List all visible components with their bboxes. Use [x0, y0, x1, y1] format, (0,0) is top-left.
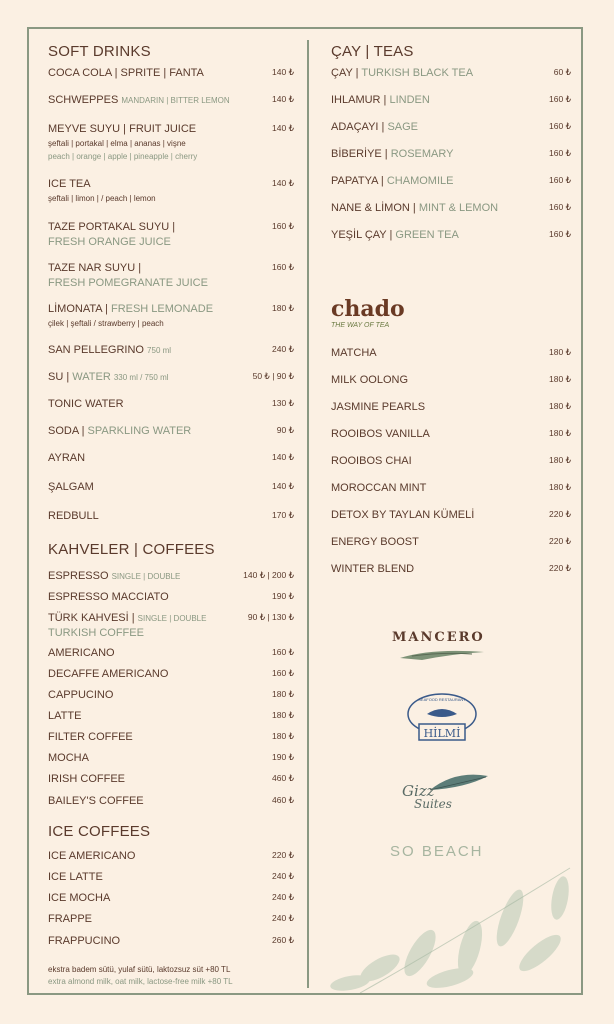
menu-item — [331, 120, 571, 135]
menu-item — [48, 751, 294, 766]
item-price: 220 ₺ — [549, 536, 571, 546]
item-price: 140 ₺ — [272, 481, 294, 491]
item-price: 180 ₺ — [549, 428, 571, 438]
item-name: ICE AMERICANO — [48, 850, 136, 862]
item-name-en: SAGE — [387, 121, 419, 133]
chado-tagline: THE WAY OF TEA — [331, 322, 390, 329]
menu-item — [331, 481, 571, 496]
item-name-en: WATER — [72, 371, 111, 383]
item-name: ADAÇAYI | — [331, 121, 385, 133]
menu-item — [48, 646, 294, 661]
menu-item — [48, 177, 294, 205]
item-name-en: FRESH ORANGE JUICE — [48, 236, 171, 248]
item-name: ÇAY | — [331, 67, 359, 79]
menu-item — [48, 794, 294, 809]
item-name-en: MINT & LEMON — [418, 202, 499, 214]
menu-item — [48, 934, 294, 949]
menu-item — [331, 373, 571, 388]
item-sub-tr: şeftali | portakal | elma | ananas | vişne — [48, 139, 186, 148]
leaves-decoration-icon — [320, 858, 582, 993]
menu-item — [48, 730, 294, 745]
item-price: 260 ₺ — [272, 935, 294, 945]
item-price: 190 ₺ — [272, 752, 294, 762]
menu-item — [331, 427, 571, 442]
menu-item — [331, 66, 571, 81]
item-price: 240 ₺ — [272, 892, 294, 902]
item-name-en: GREEN TEA — [395, 229, 459, 241]
item-name: ICE LATTE — [48, 871, 103, 883]
menu-item — [48, 122, 294, 163]
item-name: ŞALGAM — [48, 481, 94, 493]
item-name: ROOIBOS VANILLA — [331, 428, 430, 440]
item-name: BAILEY'S COFFEE — [48, 795, 144, 807]
item-price: 160 ₺ — [549, 175, 571, 185]
brush-stroke-icon — [392, 630, 502, 664]
item-name-en: FRESH LEMONADE — [110, 303, 214, 315]
menu-item — [331, 535, 571, 550]
item-name: REDBULL — [48, 510, 99, 522]
item-price: 140 ₺ — [272, 67, 294, 77]
item-price: 140 ₺ — [272, 452, 294, 462]
item-price: 90 ₺ | 130 ₺ — [247, 612, 294, 622]
item-name: ICE TEA — [48, 178, 91, 190]
item-name: ENERGY BOOST — [331, 536, 419, 548]
gizz-suites-logo — [400, 770, 490, 814]
hilmi-logo — [405, 692, 479, 742]
item-name: BİBERİYE | — [331, 148, 388, 160]
menu-item — [48, 220, 294, 250]
item-price: 220 ₺ — [272, 850, 294, 860]
item-price: 50 ₺ | 90 ₺ — [252, 371, 294, 381]
item-note: SINGLE | DOUBLE — [137, 614, 207, 623]
item-name: AMERICANO — [48, 647, 115, 659]
menu-item — [48, 343, 294, 358]
item-name: JASMINE PEARLS — [331, 401, 426, 413]
menu-item — [48, 261, 294, 291]
item-price: 140 ₺ — [272, 178, 294, 188]
item-price: 160 ₺ — [549, 148, 571, 158]
item-note: MANDARIN | BITTER LEMON — [121, 96, 230, 105]
item-price: 240 ₺ — [272, 344, 294, 354]
note-tr: ekstra badem sütü, yulaf sütü, laktozsuz süt +80 TL — [48, 965, 231, 974]
gizz-text: Gizz — [402, 782, 435, 800]
item-name: PAPATYA | — [331, 175, 384, 187]
item-name: SCHWEPPES — [48, 94, 119, 106]
menu-item — [48, 480, 294, 495]
item-price: 220 ₺ — [549, 563, 571, 573]
menu-item — [48, 688, 294, 703]
item-sub-en: peach | orange | apple | pineapple | cherry — [48, 152, 198, 161]
item-name: FILTER COFFEE — [48, 731, 133, 743]
item-price: 160 ₺ — [272, 221, 294, 231]
item-price: 140 ₺ — [272, 123, 294, 133]
item-sub: şeftali | limon | / peach | lemon — [48, 194, 156, 203]
item-name: MATCHA — [331, 347, 377, 359]
item-price: 180 ₺ — [272, 710, 294, 720]
item-note: 750 ml — [147, 346, 172, 355]
suites-text: Suites — [414, 797, 452, 811]
item-name-en: FRESH POMEGRANATE JUICE — [48, 277, 208, 289]
menu-item — [48, 397, 294, 412]
menu-item — [48, 590, 294, 605]
item-name-en: LINDEN — [389, 94, 430, 106]
menu-item — [48, 870, 294, 885]
menu-item — [48, 709, 294, 724]
item-name: SU | — [48, 371, 70, 383]
menu-item — [48, 912, 294, 927]
menu-item — [331, 508, 571, 523]
item-name: DECAFFE AMERICANO — [48, 668, 169, 680]
note-en: extra almond milk, oat milk, lactose-free milk +80 TL — [48, 977, 233, 986]
item-price: 140 ₺ | 200 ₺ — [243, 570, 294, 580]
item-name: CAPPUCINO — [48, 689, 114, 701]
menu-item — [48, 611, 294, 641]
item-note: SINGLE | DOUBLE — [111, 572, 181, 581]
menu-item — [331, 346, 571, 361]
hilmi-text: HİLMİ — [423, 727, 461, 740]
ice-coffees-title: ICE COFFEES — [48, 823, 151, 840]
item-price: 160 ₺ — [272, 262, 294, 272]
item-name: MEYVE SUYU | FRUIT JUICE — [48, 123, 197, 135]
item-price: 190 ₺ — [272, 591, 294, 601]
item-price: 160 ₺ — [549, 229, 571, 239]
item-price: 220 ₺ — [549, 509, 571, 519]
column-divider — [307, 40, 309, 988]
item-name: FRAPPE — [48, 913, 93, 925]
coffees-title: KAHVELER | COFFEES — [48, 541, 215, 558]
item-name: TONIC WATER — [48, 398, 124, 410]
menu-item — [48, 891, 294, 906]
item-name: ICE MOCHA — [48, 892, 111, 904]
item-name-en: TURKISH BLACK TEA — [361, 67, 474, 79]
menu-item — [48, 667, 294, 682]
menu-item — [331, 147, 571, 162]
item-price: 180 ₺ — [549, 347, 571, 357]
soft-drinks-title: SOFT DRINKS — [48, 43, 151, 60]
item-name: LİMONATA | — [48, 303, 108, 315]
menu-item — [331, 228, 571, 243]
teas-title: ÇAY | TEAS — [331, 43, 414, 60]
item-price: 180 ₺ — [272, 303, 294, 313]
item-price: 240 ₺ — [272, 913, 294, 923]
item-name-en: TURKISH COFFEE — [48, 627, 144, 639]
menu-item — [48, 302, 294, 330]
menu-item — [331, 174, 571, 189]
item-price: 460 ₺ — [272, 795, 294, 805]
so-beach-logo: SO BEACH — [390, 843, 484, 860]
item-name-en: ROSEMARY — [390, 148, 454, 160]
menu-item — [331, 201, 571, 216]
item-price: 160 ₺ — [549, 94, 571, 104]
item-name: SAN PELLEGRINO — [48, 344, 144, 356]
item-price: 180 ₺ — [272, 731, 294, 741]
item-name: IHLAMUR | — [331, 94, 387, 106]
menu-item — [48, 569, 294, 584]
item-price: 90 ₺ — [276, 425, 294, 435]
menu-item — [331, 562, 571, 577]
item-name: TAZE NAR SUYU | — [48, 262, 142, 274]
item-name: ESPRESSO — [48, 570, 109, 582]
item-name: IRISH COFFEE — [48, 773, 126, 785]
menu-item — [48, 424, 294, 439]
hilmi-emblem-icon — [405, 692, 479, 742]
item-price: 160 ₺ — [549, 121, 571, 131]
item-name: COCA COLA | SPRITE | FANTA — [48, 67, 204, 79]
item-price: 130 ₺ — [272, 398, 294, 408]
item-name: TAZE PORTAKAL SUYU | — [48, 221, 176, 233]
item-price: 180 ₺ — [549, 455, 571, 465]
item-name-en: SPARKLING WATER — [87, 425, 192, 437]
item-name: AYRAN — [48, 452, 86, 464]
chado-logo: chado — [331, 296, 405, 322]
extra-milk-note — [48, 964, 233, 988]
menu-item — [331, 454, 571, 469]
item-price: 60 ₺ — [553, 67, 571, 77]
item-name: TÜRK KAHVESİ | — [48, 612, 135, 624]
item-name: MOCHA — [48, 752, 89, 764]
item-name: SODA | — [48, 425, 85, 437]
item-price: 180 ₺ — [549, 482, 571, 492]
item-name: DETOX BY TAYLAN KÜMELİ — [331, 509, 475, 521]
menu-item — [48, 93, 294, 108]
menu-item — [331, 400, 571, 415]
item-price: 180 ₺ — [549, 401, 571, 411]
item-name: MOROCCAN MINT — [331, 482, 427, 494]
item-price: 160 ₺ — [272, 647, 294, 657]
item-note: 330 ml / 750 ml — [113, 373, 169, 382]
item-name-en: CHAMOMILE — [386, 175, 454, 187]
item-name: FRAPPUCINO — [48, 935, 121, 947]
item-price: 160 ₺ — [272, 668, 294, 678]
menu-item — [48, 849, 294, 864]
menu-item — [48, 370, 294, 385]
mancero-text: MANCERO — [392, 630, 485, 645]
item-price: 240 ₺ — [272, 871, 294, 881]
item-name: ROOIBOS CHAI — [331, 455, 412, 467]
item-name: YEŞİL ÇAY | — [331, 229, 393, 241]
item-sub: çilek | şeftali / strawberry | peach — [48, 319, 164, 328]
item-name: ESPRESSO MACCIATO — [48, 591, 169, 603]
item-name: WINTER BLEND — [331, 563, 415, 575]
item-price: 170 ₺ — [272, 510, 294, 520]
item-name: NANE & LİMON | — [331, 202, 416, 214]
item-price: 140 ₺ — [272, 94, 294, 104]
menu-item — [48, 451, 294, 466]
hilmi-subtitle: SEAFOOD RESTAURANT — [418, 697, 466, 702]
feather-icon — [400, 770, 490, 814]
mancero-logo — [392, 630, 502, 664]
item-price: 160 ₺ — [549, 202, 571, 212]
item-price: 180 ₺ — [549, 374, 571, 384]
menu-item — [48, 772, 294, 787]
menu-item — [48, 66, 294, 81]
item-price: 460 ₺ — [272, 773, 294, 783]
item-name: LATTE — [48, 710, 82, 722]
item-name: MILK OOLONG — [331, 374, 409, 386]
item-price: 180 ₺ — [272, 689, 294, 699]
menu-item — [331, 93, 571, 108]
menu-item — [48, 509, 294, 524]
